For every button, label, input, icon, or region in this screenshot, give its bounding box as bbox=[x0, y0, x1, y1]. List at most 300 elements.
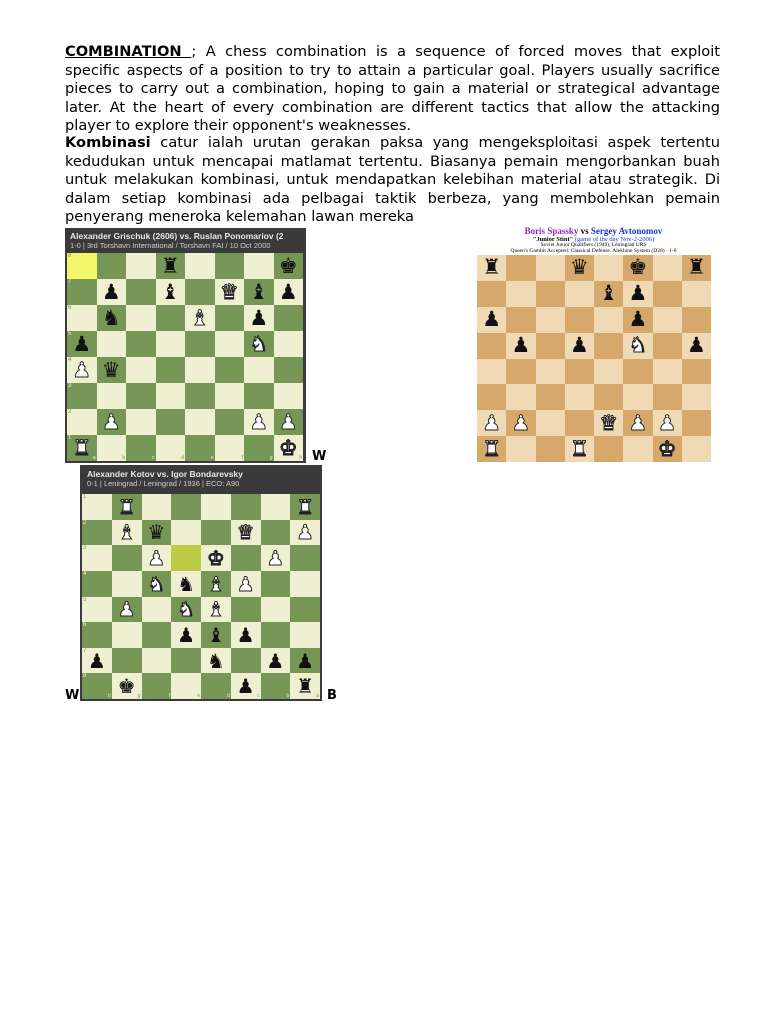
combination-paragraph-ms bbox=[65, 134, 720, 227]
board-square[interactable] bbox=[244, 305, 274, 331]
board-square[interactable] bbox=[185, 383, 215, 409]
board-square[interactable] bbox=[231, 673, 261, 699]
board-square[interactable] bbox=[565, 333, 594, 359]
board-square[interactable] bbox=[112, 597, 142, 623]
board-square[interactable] bbox=[653, 436, 682, 462]
rank-label: 5 bbox=[68, 331, 72, 337]
file-label: a bbox=[92, 455, 96, 461]
board-square[interactable] bbox=[261, 673, 291, 699]
board-square[interactable] bbox=[506, 359, 535, 385]
board-square[interactable] bbox=[231, 545, 261, 571]
board-square[interactable] bbox=[126, 357, 156, 383]
board-square[interactable] bbox=[565, 255, 594, 281]
board-square[interactable] bbox=[261, 597, 291, 623]
board-square[interactable] bbox=[477, 281, 506, 307]
board-square[interactable] bbox=[274, 409, 304, 435]
board-square[interactable] bbox=[506, 255, 535, 281]
file-label: f bbox=[168, 693, 171, 699]
board-square[interactable] bbox=[290, 545, 320, 571]
white-bishop-icon[interactable]: ♝ bbox=[190, 305, 210, 330]
chessboard-grid bbox=[67, 253, 303, 461]
white-pawn-icon[interactable]: ♟ bbox=[628, 410, 648, 435]
board-square[interactable] bbox=[290, 571, 320, 597]
white-knight-icon[interactable]: ♞ bbox=[628, 333, 648, 358]
white-king-icon[interactable]: ♚ bbox=[206, 546, 225, 571]
rank-label: 1 bbox=[68, 435, 72, 441]
board-square[interactable] bbox=[261, 648, 291, 674]
rank-label: 4 bbox=[83, 570, 87, 577]
black-pawn-icon[interactable]: ♟ bbox=[177, 622, 196, 647]
black-player-link[interactable]: Sergey Avtonomov bbox=[590, 226, 663, 236]
board-square[interactable] bbox=[171, 520, 201, 546]
black-pawn-icon[interactable]: ♟ bbox=[569, 333, 589, 358]
white-rook-icon[interactable]: ♜ bbox=[117, 494, 136, 519]
white-pawn-icon[interactable]: ♟ bbox=[117, 597, 136, 622]
white-pawn-icon[interactable]: ♟ bbox=[236, 571, 255, 596]
board-square[interactable] bbox=[623, 281, 652, 307]
board-square[interactable] bbox=[594, 255, 623, 281]
white-bishop-icon[interactable]: ♝ bbox=[206, 571, 225, 596]
black-pawn-icon[interactable]: ♟ bbox=[87, 648, 106, 673]
board-square[interactable] bbox=[231, 622, 261, 648]
board-square[interactable] bbox=[231, 520, 261, 546]
kotov-bondarevsky-board bbox=[80, 465, 322, 701]
kombinasi-term: Kombinasi bbox=[65, 134, 151, 151]
black-bishop-icon[interactable]: ♝ bbox=[206, 622, 225, 647]
board-square[interactable] bbox=[244, 253, 274, 279]
white-bishop-icon[interactable]: ♝ bbox=[117, 520, 136, 545]
board-square[interactable] bbox=[201, 520, 231, 546]
white-pawn-icon[interactable]: ♟ bbox=[657, 410, 677, 435]
board-square[interactable] bbox=[594, 384, 623, 410]
board-square[interactable] bbox=[112, 545, 142, 571]
black-king-icon[interactable]: ♚ bbox=[117, 674, 136, 699]
board-square[interactable] bbox=[594, 333, 623, 359]
board-square[interactable] bbox=[290, 520, 320, 546]
white-knight-icon[interactable]: ♞ bbox=[177, 597, 196, 622]
grischuk-ponomariov-board bbox=[65, 228, 306, 463]
board-square[interactable] bbox=[536, 333, 565, 359]
board-square[interactable] bbox=[156, 305, 186, 331]
board-square[interactable] bbox=[82, 622, 112, 648]
board-square[interactable] bbox=[506, 384, 535, 410]
board-square[interactable] bbox=[185, 279, 215, 305]
white-pawn-icon[interactable]: ♟ bbox=[72, 357, 92, 382]
board-square[interactable] bbox=[274, 383, 304, 409]
board-square[interactable] bbox=[261, 545, 291, 571]
board-square[interactable] bbox=[142, 520, 172, 546]
board-square[interactable] bbox=[477, 255, 506, 281]
board-square[interactable] bbox=[201, 494, 231, 520]
board-square[interactable] bbox=[536, 255, 565, 281]
black-queen-icon[interactable]: ♛ bbox=[101, 357, 121, 382]
white-pawn-icon[interactable]: ♟ bbox=[266, 546, 285, 571]
black-pawn-icon[interactable]: ♟ bbox=[686, 333, 706, 358]
board-square[interactable] bbox=[536, 359, 565, 385]
spassky-avtonomov-board bbox=[475, 225, 712, 463]
board-square[interactable] bbox=[171, 622, 201, 648]
black-knight-icon[interactable]: ♞ bbox=[177, 571, 196, 596]
board-square[interactable] bbox=[67, 409, 97, 435]
white-queen-icon[interactable]: ♛ bbox=[236, 520, 255, 545]
board-square[interactable] bbox=[682, 436, 711, 462]
board-square[interactable] bbox=[171, 648, 201, 674]
white-pawn-icon[interactable]: ♟ bbox=[482, 410, 502, 435]
board-square[interactable] bbox=[653, 359, 682, 385]
rank-label: 3 bbox=[83, 545, 87, 552]
white-pawn-icon[interactable]: ♟ bbox=[278, 409, 298, 434]
white-king-icon[interactable]: ♚ bbox=[657, 436, 677, 461]
board-square[interactable] bbox=[215, 435, 245, 461]
board-square[interactable] bbox=[67, 305, 97, 331]
board-square[interactable] bbox=[653, 333, 682, 359]
rank-label: 2 bbox=[68, 409, 72, 415]
black-queen-icon[interactable]: ♛ bbox=[147, 520, 166, 545]
board-square[interactable] bbox=[506, 410, 535, 436]
white-pawn-icon[interactable]: ♟ bbox=[249, 409, 269, 434]
board-square[interactable] bbox=[682, 281, 711, 307]
board-square[interactable] bbox=[156, 279, 186, 305]
board-square[interactable] bbox=[244, 409, 274, 435]
black-pawn-icon[interactable]: ♟ bbox=[266, 648, 285, 673]
board-square[interactable] bbox=[201, 648, 231, 674]
white-king-icon[interactable]: ♚ bbox=[278, 435, 298, 460]
board-square[interactable] bbox=[653, 307, 682, 333]
board-square[interactable] bbox=[67, 435, 97, 461]
white-player-link[interactable]: Boris Spassky bbox=[524, 226, 579, 236]
white-pawn-icon[interactable]: ♟ bbox=[101, 409, 121, 434]
file-label: b bbox=[286, 693, 290, 699]
board-square[interactable] bbox=[201, 597, 231, 623]
board-square[interactable] bbox=[506, 281, 535, 307]
board-square[interactable] bbox=[565, 436, 594, 462]
board-square[interactable] bbox=[290, 648, 320, 674]
black-rook-icon[interactable]: ♜ bbox=[296, 674, 315, 699]
board-square[interactable] bbox=[261, 622, 291, 648]
board-square[interactable] bbox=[215, 279, 245, 305]
board-square[interactable] bbox=[565, 281, 594, 307]
board-square[interactable] bbox=[215, 305, 245, 331]
chessboard-grid bbox=[82, 494, 320, 699]
board-square[interactable] bbox=[82, 597, 112, 623]
board-square[interactable] bbox=[201, 673, 231, 699]
board-square[interactable] bbox=[274, 253, 304, 279]
board-square[interactable] bbox=[82, 673, 112, 699]
game-title: Alexander Kotov vs. Igor Bondarevsky bbox=[87, 469, 243, 479]
board-square[interactable] bbox=[142, 597, 172, 623]
board-square[interactable] bbox=[623, 307, 652, 333]
combination-definition-ms: catur ialah urutan gerakan paksa yang mengeksploitasi aspek tertentu kedudukan untuk mencapai matlamat tertentu. Biasanya pemain mengorbankan buah untuk melakukan kombinasi, untuk mendapatkan kelebihan material atau strategik. Di dalam setiap kombinasi ada pelbagai taktik berbeza, yang membolehkan pemain penyerang meneroka kelemahan lawan mereka bbox=[65, 134, 720, 225]
board-square[interactable] bbox=[97, 305, 127, 331]
board-square[interactable] bbox=[171, 571, 201, 597]
black-pawn-icon[interactable]: ♟ bbox=[482, 307, 502, 332]
board-square[interactable] bbox=[142, 622, 172, 648]
black-knight-icon[interactable]: ♞ bbox=[206, 648, 225, 673]
board-square[interactable] bbox=[290, 622, 320, 648]
file-label: c bbox=[152, 455, 155, 461]
board-square[interactable] bbox=[506, 436, 535, 462]
board-square[interactable] bbox=[82, 494, 112, 520]
board-square[interactable] bbox=[126, 253, 156, 279]
board-square[interactable] bbox=[185, 253, 215, 279]
rank-label: 1 bbox=[83, 494, 87, 500]
white-rook-icon[interactable]: ♜ bbox=[569, 436, 589, 461]
board-square[interactable] bbox=[594, 281, 623, 307]
board-square[interactable] bbox=[261, 520, 291, 546]
board-square[interactable] bbox=[185, 409, 215, 435]
opening-info: Queen's Gambit Accepted: Classical Defense. Alekhine System (D28) · 1-0 bbox=[510, 248, 677, 254]
black-pawn-icon[interactable]: ♟ bbox=[628, 307, 648, 332]
board-square[interactable] bbox=[201, 622, 231, 648]
board-square[interactable] bbox=[274, 331, 304, 357]
board-square[interactable] bbox=[536, 307, 565, 333]
board-square[interactable] bbox=[142, 494, 172, 520]
board-square[interactable] bbox=[156, 253, 186, 279]
board-square[interactable] bbox=[231, 597, 261, 623]
board-square[interactable] bbox=[97, 279, 127, 305]
board-square[interactable] bbox=[185, 331, 215, 357]
board-square[interactable] bbox=[274, 357, 304, 383]
vs-text: vs bbox=[578, 226, 591, 236]
board-square[interactable] bbox=[261, 494, 291, 520]
rank-label: 7 bbox=[83, 647, 87, 654]
black-knight-icon[interactable]: ♞ bbox=[101, 305, 121, 330]
term-separator: ; bbox=[191, 43, 206, 60]
board-square[interactable] bbox=[274, 279, 304, 305]
board-square[interactable] bbox=[215, 357, 245, 383]
board-square[interactable] bbox=[97, 435, 127, 461]
board-square[interactable] bbox=[477, 307, 506, 333]
board-square[interactable] bbox=[142, 571, 172, 597]
board-square[interactable] bbox=[244, 357, 274, 383]
board-square[interactable] bbox=[536, 281, 565, 307]
board-square[interactable] bbox=[290, 494, 320, 520]
board-square[interactable] bbox=[215, 253, 245, 279]
board-square[interactable] bbox=[171, 545, 201, 571]
game-title: Alexander Grischuk (2606) vs. Ruslan Ponomariov (2 bbox=[70, 231, 284, 241]
white-bishop-icon[interactable]: ♝ bbox=[206, 597, 225, 622]
board-square[interactable] bbox=[536, 436, 565, 462]
black-pawn-icon[interactable]: ♟ bbox=[236, 622, 255, 647]
board-square[interactable] bbox=[682, 410, 711, 436]
board-square[interactable] bbox=[536, 384, 565, 410]
white-knight-icon[interactable]: ♞ bbox=[249, 331, 269, 356]
board-square[interactable] bbox=[201, 545, 231, 571]
board-square[interactable] bbox=[623, 333, 652, 359]
black-pawn-icon[interactable]: ♟ bbox=[296, 648, 315, 673]
board-square[interactable] bbox=[565, 359, 594, 385]
black-rook-icon[interactable]: ♜ bbox=[160, 253, 180, 278]
board-square[interactable] bbox=[67, 253, 97, 279]
board-square[interactable] bbox=[231, 648, 261, 674]
board-square[interactable] bbox=[653, 255, 682, 281]
board-square[interactable] bbox=[185, 305, 215, 331]
board-square[interactable] bbox=[215, 409, 245, 435]
board-square[interactable] bbox=[67, 279, 97, 305]
board-square[interactable] bbox=[201, 571, 231, 597]
board-square[interactable] bbox=[506, 333, 535, 359]
rank-label: 7 bbox=[68, 279, 72, 285]
board-square[interactable] bbox=[156, 409, 186, 435]
board-square[interactable] bbox=[97, 357, 127, 383]
board-square[interactable] bbox=[623, 359, 652, 385]
board-square[interactable] bbox=[126, 383, 156, 409]
board-square[interactable] bbox=[565, 307, 594, 333]
board-square[interactable] bbox=[112, 622, 142, 648]
board-square[interactable] bbox=[171, 494, 201, 520]
board-square[interactable] bbox=[623, 436, 652, 462]
board-square[interactable] bbox=[67, 383, 97, 409]
board-square[interactable] bbox=[565, 410, 594, 436]
black-pawn-icon[interactable]: ♟ bbox=[72, 331, 92, 356]
white-queen-icon[interactable]: ♛ bbox=[599, 410, 619, 435]
board-square[interactable] bbox=[623, 384, 652, 410]
game-nickname-text: "Junior Stint" bbox=[532, 236, 574, 243]
board-square[interactable] bbox=[623, 410, 652, 436]
board-square[interactable] bbox=[112, 520, 142, 546]
board-square[interactable] bbox=[142, 648, 172, 674]
board-square[interactable] bbox=[112, 648, 142, 674]
board-square[interactable] bbox=[231, 571, 261, 597]
board-square[interactable] bbox=[274, 305, 304, 331]
black-king-icon[interactable]: ♚ bbox=[628, 255, 648, 280]
side-to-move-label: W bbox=[312, 449, 327, 464]
file-label: e bbox=[210, 455, 214, 461]
board-square[interactable] bbox=[126, 279, 156, 305]
board-header bbox=[65, 228, 306, 253]
board-square[interactable] bbox=[126, 331, 156, 357]
board-square[interactable] bbox=[477, 384, 506, 410]
board-square[interactable] bbox=[682, 307, 711, 333]
black-pawn-icon[interactable]: ♟ bbox=[236, 674, 255, 699]
file-label: d bbox=[226, 693, 230, 699]
board-square[interactable] bbox=[682, 384, 711, 410]
black-pawn-icon[interactable]: ♟ bbox=[249, 305, 269, 330]
board-square[interactable] bbox=[171, 597, 201, 623]
file-label: a bbox=[316, 693, 319, 699]
white-rook-icon[interactable]: ♜ bbox=[72, 435, 92, 460]
board-square[interactable] bbox=[594, 410, 623, 436]
board-square[interactable] bbox=[594, 307, 623, 333]
board-square[interactable] bbox=[97, 383, 127, 409]
board-square[interactable] bbox=[185, 357, 215, 383]
black-pawn-icon[interactable]: ♟ bbox=[628, 281, 648, 306]
black-rook-icon[interactable]: ♜ bbox=[686, 255, 706, 280]
board-square[interactable] bbox=[653, 281, 682, 307]
board-square[interactable] bbox=[168, 673, 201, 699]
board-square[interactable] bbox=[97, 409, 127, 435]
board-square[interactable] bbox=[506, 307, 535, 333]
board-square[interactable] bbox=[274, 435, 304, 461]
rank-label: 6 bbox=[68, 305, 72, 311]
board-square[interactable] bbox=[97, 331, 127, 357]
black-queen-icon[interactable]: ♛ bbox=[569, 255, 589, 280]
board-square[interactable] bbox=[82, 520, 112, 546]
black-bishop-icon[interactable]: ♝ bbox=[599, 281, 619, 306]
board-square[interactable] bbox=[142, 545, 172, 571]
board-square[interactable] bbox=[126, 305, 156, 331]
black-pawn-icon[interactable]: ♟ bbox=[278, 279, 298, 304]
black-bishop-icon[interactable]: ♝ bbox=[160, 279, 180, 304]
board-square[interactable] bbox=[594, 436, 623, 462]
file-label: e bbox=[197, 693, 200, 699]
board-square[interactable] bbox=[565, 384, 594, 410]
board-square[interactable] bbox=[653, 384, 682, 410]
board-square[interactable] bbox=[594, 359, 623, 385]
board-square[interactable] bbox=[290, 597, 320, 623]
board-square[interactable] bbox=[126, 435, 156, 461]
black-bishop-icon[interactable]: ♝ bbox=[249, 279, 269, 304]
board-square[interactable] bbox=[241, 435, 274, 461]
board-square[interactable] bbox=[682, 255, 711, 281]
board-square[interactable] bbox=[112, 571, 142, 597]
board-square[interactable] bbox=[185, 435, 215, 461]
white-pawn-icon[interactable]: ♟ bbox=[511, 410, 531, 435]
board-square[interactable] bbox=[67, 357, 97, 383]
white-pawn-icon[interactable]: ♟ bbox=[147, 546, 166, 571]
board-square[interactable] bbox=[536, 410, 565, 436]
board-square[interactable] bbox=[97, 253, 127, 279]
board-square[interactable] bbox=[477, 333, 506, 359]
board-square[interactable] bbox=[156, 331, 186, 357]
board-square[interactable] bbox=[82, 648, 112, 674]
white-knight-icon[interactable]: ♞ bbox=[147, 571, 166, 596]
board-square[interactable] bbox=[156, 383, 186, 409]
black-pawn-icon[interactable]: ♟ bbox=[101, 279, 121, 304]
file-label: f bbox=[241, 455, 243, 461]
board-square[interactable] bbox=[215, 383, 245, 409]
white-queen-icon[interactable]: ♛ bbox=[219, 279, 239, 304]
board-square[interactable] bbox=[244, 383, 274, 409]
white-pawn-icon[interactable]: ♟ bbox=[296, 520, 315, 545]
board-square[interactable] bbox=[231, 494, 261, 520]
white-rook-icon[interactable]: ♜ bbox=[482, 436, 502, 461]
black-king-icon[interactable]: ♚ bbox=[278, 253, 298, 278]
board-square[interactable] bbox=[682, 359, 711, 385]
game-title bbox=[475, 226, 712, 236]
combination-paragraph-en bbox=[65, 43, 720, 136]
board-square[interactable] bbox=[112, 494, 142, 520]
board-square[interactable] bbox=[290, 673, 320, 699]
board-square[interactable] bbox=[244, 279, 274, 305]
board-square[interactable] bbox=[215, 331, 245, 357]
board-square[interactable] bbox=[67, 331, 97, 357]
board-square[interactable] bbox=[156, 435, 186, 461]
white-rook-icon[interactable]: ♜ bbox=[296, 494, 315, 519]
board-square[interactable] bbox=[477, 436, 506, 462]
board-square[interactable] bbox=[682, 333, 711, 359]
board-square[interactable] bbox=[156, 357, 186, 383]
board-square[interactable] bbox=[82, 571, 112, 597]
combination-term: COMBINATION bbox=[65, 43, 192, 60]
board-square[interactable] bbox=[126, 409, 156, 435]
black-label: B bbox=[327, 688, 337, 703]
board-square[interactable] bbox=[477, 359, 506, 385]
board-square[interactable] bbox=[82, 545, 112, 571]
board-square[interactable] bbox=[112, 673, 142, 699]
file-label: g bbox=[137, 693, 141, 699]
board-square[interactable] bbox=[623, 255, 652, 281]
board-square[interactable] bbox=[142, 673, 172, 699]
file-label: b bbox=[122, 455, 125, 461]
board-square[interactable] bbox=[653, 410, 682, 436]
black-pawn-icon[interactable]: ♟ bbox=[511, 333, 531, 358]
board-square[interactable] bbox=[477, 410, 506, 436]
file-label: d bbox=[181, 455, 184, 461]
board-square[interactable] bbox=[244, 331, 274, 357]
board-square[interactable] bbox=[261, 571, 291, 597]
black-rook-icon[interactable]: ♜ bbox=[482, 255, 502, 280]
